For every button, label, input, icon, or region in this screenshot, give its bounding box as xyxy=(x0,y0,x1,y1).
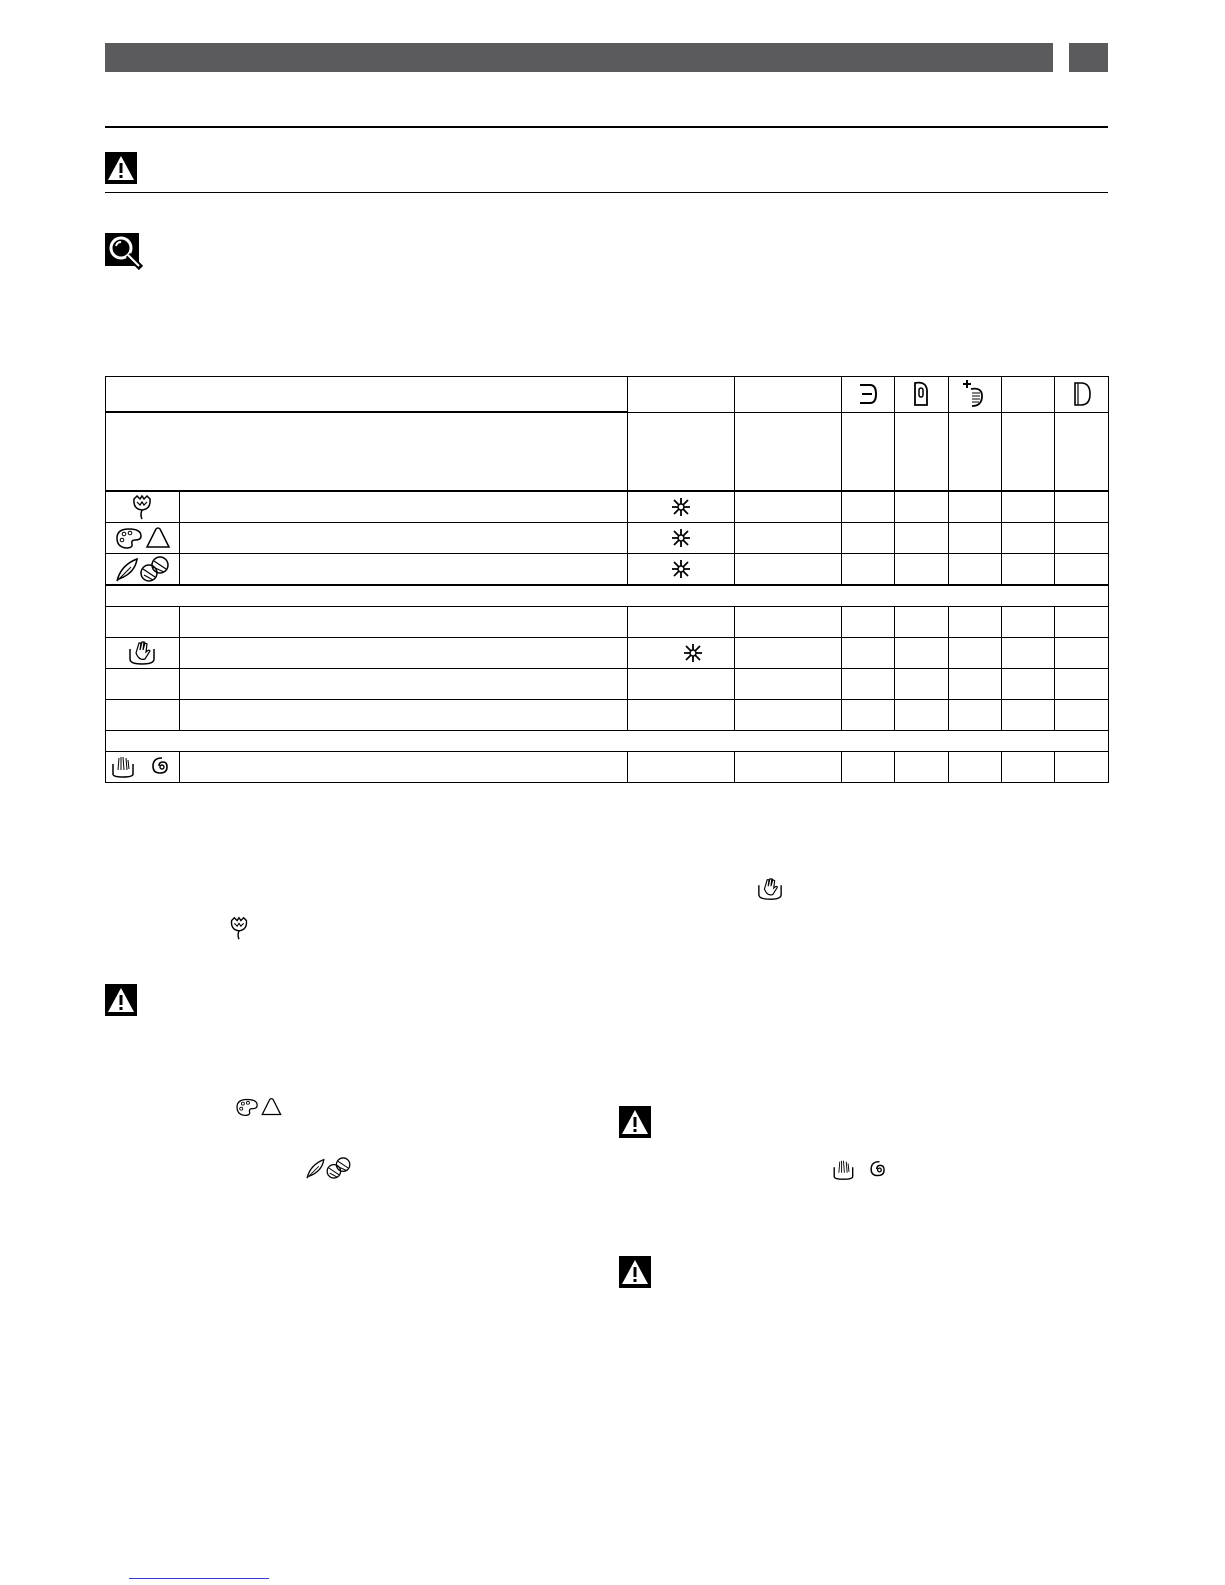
snowflake-icon xyxy=(670,527,692,549)
table-row xyxy=(106,638,1109,669)
handwash-basin-icon xyxy=(127,639,157,667)
header-cell-empty xyxy=(1001,377,1054,413)
warning-triangle-icon xyxy=(619,1106,651,1138)
header-cell-load xyxy=(734,377,841,413)
rinse-spin-icon xyxy=(830,1158,892,1182)
iron-plus-steam-icon xyxy=(960,379,990,409)
programme-table xyxy=(105,376,1109,783)
table-separator-row xyxy=(106,731,1109,752)
synthetics-palette-icon xyxy=(232,1095,284,1119)
header-cell-drawer xyxy=(841,377,894,413)
header-cell-d xyxy=(1055,377,1109,413)
snowflake-icon xyxy=(670,496,692,518)
header-cell-temp xyxy=(627,377,734,413)
table-subheader-row xyxy=(106,412,1109,491)
table-row xyxy=(106,752,1109,783)
warning-rule xyxy=(105,192,1108,193)
handwash-basin-icon xyxy=(756,876,784,902)
header-cell-steam xyxy=(948,377,1001,413)
synthetics-palette-icon xyxy=(111,525,173,551)
header-cell-programme xyxy=(106,377,628,413)
table-separator-row xyxy=(106,585,1109,607)
snowflake-icon xyxy=(670,558,692,580)
rinse-spin-icon xyxy=(109,754,175,780)
table-row xyxy=(106,491,1109,523)
table-row xyxy=(106,700,1109,731)
page-number-tab xyxy=(1069,43,1108,72)
delicates-feather-wool-icon xyxy=(111,555,173,583)
header-cell-iron xyxy=(895,377,948,413)
table-row xyxy=(106,607,1109,638)
warning-triangle-icon xyxy=(619,1256,651,1288)
drawer-single-icon xyxy=(856,381,880,407)
table-row xyxy=(106,669,1109,700)
warning-triangle-icon xyxy=(105,984,137,1016)
table-row xyxy=(106,523,1109,554)
iron-icon xyxy=(910,380,932,408)
drawer-d-icon xyxy=(1071,381,1093,407)
magnifier-icon xyxy=(105,233,145,271)
snowflake-icon xyxy=(682,642,704,664)
cotton-flower-icon xyxy=(128,493,156,521)
section-rule xyxy=(105,126,1108,128)
cotton-flower-icon xyxy=(226,914,252,942)
table-header-row xyxy=(106,377,1109,413)
table-row xyxy=(106,554,1109,586)
warning-triangle-icon xyxy=(105,152,137,184)
footer-link[interactable] xyxy=(129,1578,269,1579)
delicates-feather-wool-icon xyxy=(302,1155,354,1181)
header-bar xyxy=(105,43,1053,72)
